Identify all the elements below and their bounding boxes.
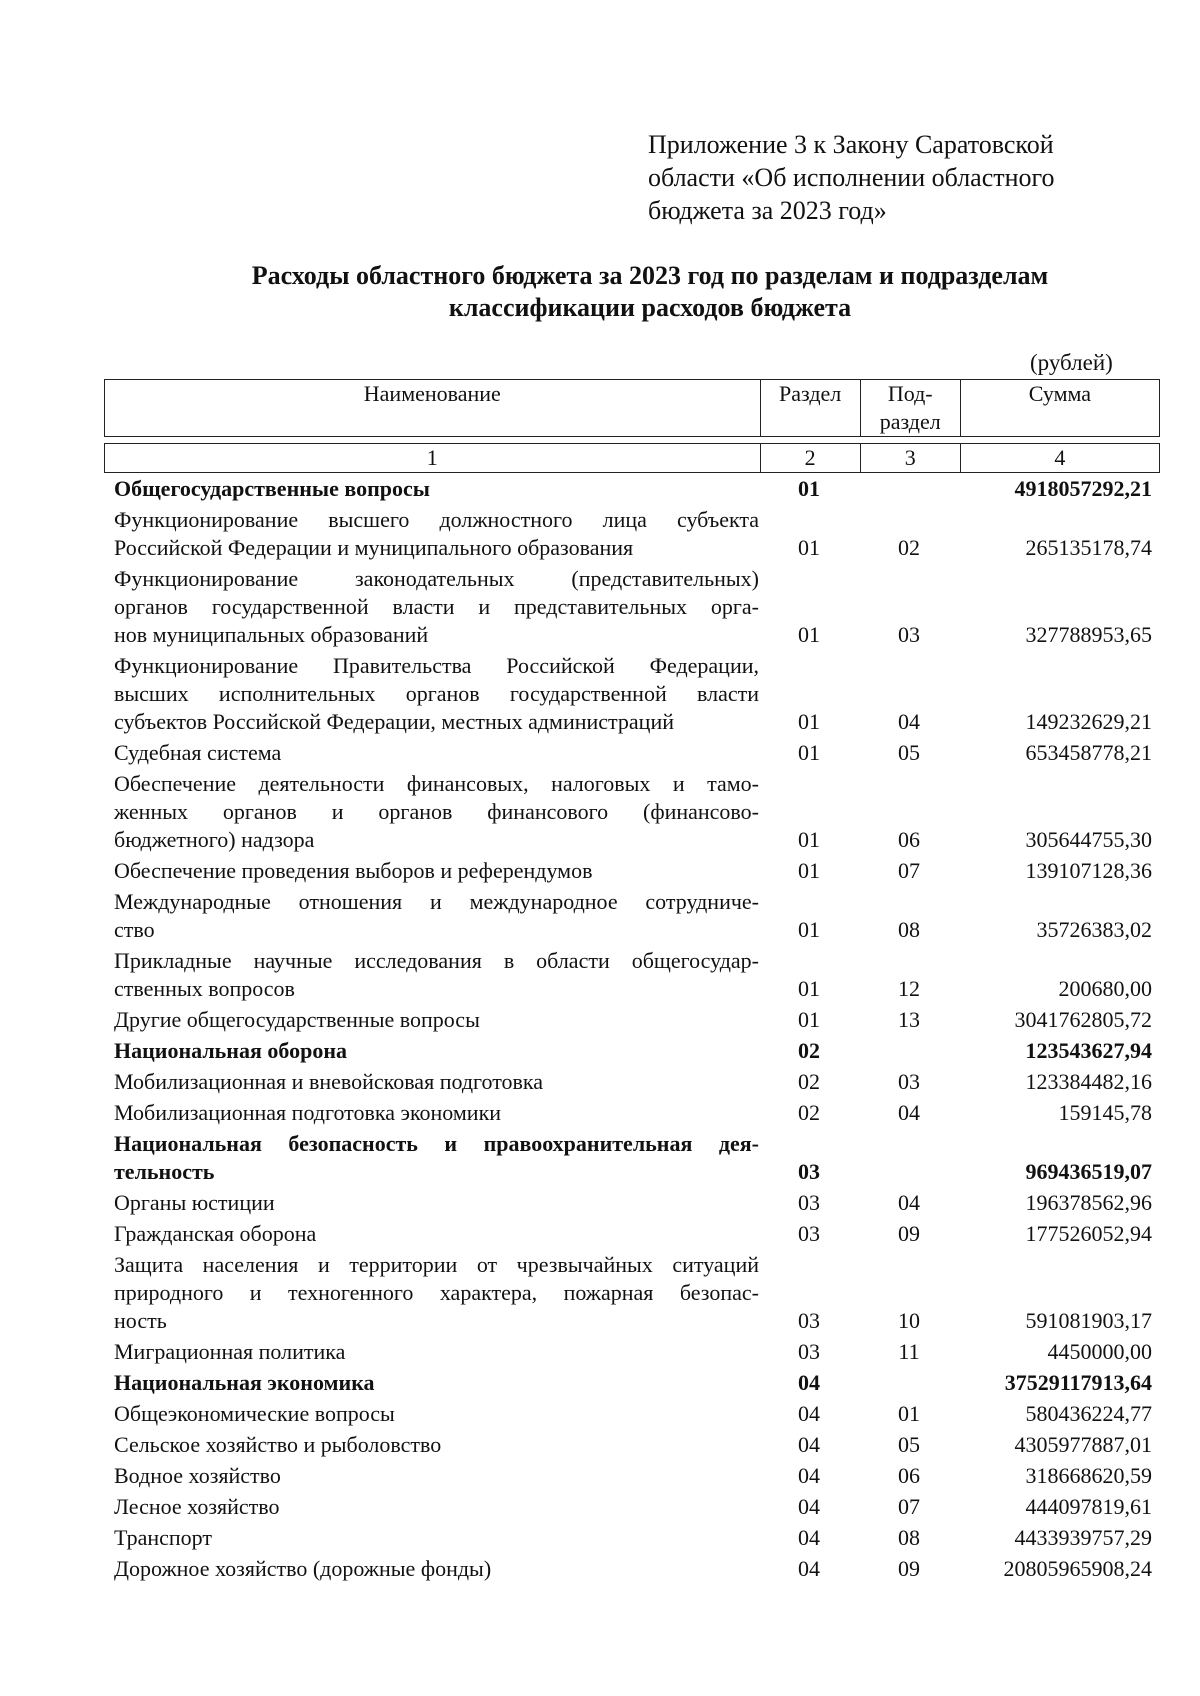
row-name-line: Обеспечение деятельности финансовых, налоговых и тамо-	[114, 771, 759, 796]
row-sum: 327788953,65	[1025, 622, 1152, 647]
row-section: 01	[798, 827, 820, 852]
row-section: 03	[798, 1221, 820, 1246]
row-name	[104, 947, 759, 1003]
row-sum: 196378562,96	[1025, 1190, 1152, 1215]
row-section: 01	[798, 917, 820, 942]
row-name	[104, 652, 759, 736]
row-name	[104, 1524, 759, 1552]
row-name	[104, 1220, 759, 1248]
row-name-line: женных органов и органов финансового (финансово-	[114, 799, 759, 824]
row-section: 01	[798, 622, 820, 647]
row-section: 04	[798, 1370, 820, 1395]
row-name-line: природного и техногенного характера, пожарная безопас-	[114, 1280, 759, 1305]
row-sum: 123543627,94	[1025, 1038, 1152, 1063]
row-name-line: Общеэкономические вопросы	[114, 1401, 395, 1426]
row-name-line: Водное хозяйство	[114, 1463, 281, 1488]
table-row	[104, 1555, 1160, 1583]
row-sum: 159145,78	[1058, 1100, 1152, 1125]
table-row	[104, 475, 1160, 503]
row-name-line: Российской Федерации и муниципального образования	[114, 535, 634, 560]
table-row	[104, 652, 1160, 736]
row-name-line: бюджетного) надзора	[114, 827, 315, 852]
row-name-line: Международные отношения и международное сотрудниче-	[114, 889, 759, 914]
row-section: 01	[798, 976, 820, 1001]
row-sum: 35726383,02	[1036, 917, 1152, 942]
table-row	[104, 1099, 1160, 1127]
row-section: 01	[798, 1007, 820, 1032]
row-section: 02	[798, 1069, 820, 1094]
header-name: Наименование	[105, 380, 761, 437]
row-section: 01	[798, 709, 820, 734]
row-name-line: Обеспечение проведения выборов и референдумов	[114, 858, 593, 883]
row-name	[104, 506, 759, 562]
row-name-line: субъектов Российской Федерации, местных администраций	[114, 709, 675, 734]
row-name	[104, 1068, 759, 1096]
table-row	[104, 1130, 1160, 1186]
row-name-line: ность	[114, 1308, 167, 1333]
row-subsection: 10	[898, 1308, 920, 1333]
row-section: 02	[798, 1038, 820, 1063]
row-name-line: Защита населения и территории от чрезвычайных ситуаций	[114, 1252, 759, 1277]
row-name	[104, 1338, 759, 1366]
row-subsection: 06	[898, 827, 920, 852]
row-name-line: Транспорт	[114, 1525, 213, 1550]
table-row	[104, 1189, 1160, 1217]
header-section: Раздел	[760, 380, 860, 437]
row-sum: 305644755,30	[1025, 827, 1152, 852]
table-row	[104, 947, 1160, 1003]
row-name	[104, 1099, 759, 1127]
row-sum: 969436519,07	[1025, 1159, 1152, 1184]
row-subsection: 04	[898, 709, 920, 734]
row-name	[104, 1189, 759, 1217]
column-number: 3	[860, 444, 960, 473]
row-sum: 177526052,94	[1025, 1221, 1152, 1246]
row-sum: 4450000,00	[1047, 1339, 1152, 1364]
row-name-line: органов государственной власти и представительных орга-	[114, 594, 759, 619]
row-sum: 580436224,77	[1025, 1401, 1152, 1426]
row-name-line: высших исполнительных органов государственной власти	[114, 681, 759, 706]
row-subsection: 07	[898, 1494, 920, 1519]
appendix-line: области «Об исполнении областного	[648, 163, 1055, 192]
header-subsection	[860, 380, 960, 437]
row-name-line: Прикладные научные исследования в области общегосудар-	[114, 948, 759, 973]
table-body	[104, 475, 1160, 1583]
row-section: 04	[798, 1525, 820, 1550]
row-subsection: 07	[898, 858, 920, 883]
row-sum: 444097819,61	[1025, 1494, 1152, 1519]
row-name	[104, 1555, 759, 1583]
row-sum: 4305977887,01	[1014, 1432, 1152, 1457]
row-name	[104, 888, 759, 944]
table-row	[104, 857, 1160, 885]
column-number-row	[105, 444, 1160, 473]
row-name	[104, 1130, 759, 1186]
row-subsection: 09	[898, 1556, 920, 1581]
row-subsection: 01	[898, 1401, 920, 1426]
column-number: 1	[105, 444, 761, 473]
row-name-line: Национальная безопасность и правоохранительная дея-	[114, 1131, 759, 1156]
row-name-line: ственных вопросов	[114, 976, 295, 1001]
row-section: 01	[798, 858, 820, 883]
row-subsection: 05	[898, 740, 920, 765]
table-row	[104, 1220, 1160, 1248]
document-title	[100, 260, 1200, 324]
row-subsection: 04	[898, 1100, 920, 1125]
row-subsection: 06	[898, 1463, 920, 1488]
row-name-line: нов муниципальных образований	[114, 622, 429, 647]
expenses-table	[104, 379, 1160, 1583]
table-row	[104, 1462, 1160, 1490]
title-line: Расходы областного бюджета за 2023 год по разделам и подразделам	[251, 261, 1049, 290]
row-name-line: Функционирование законодательных (представительных)	[114, 566, 759, 591]
row-name	[104, 1493, 759, 1521]
row-sum: 37529117913,64	[1004, 1370, 1152, 1395]
row-subsection: 12	[898, 976, 920, 1001]
row-section: 01	[798, 535, 820, 560]
row-sum: 4918057292,21	[1014, 476, 1152, 501]
title-line: классификации расходов бюджета	[448, 293, 852, 322]
row-name-line: Другие общегосударственные вопросы	[114, 1007, 480, 1032]
row-name-line: Функционирование высшего должностного лица субъекта	[114, 507, 759, 532]
row-subsection: 08	[898, 1525, 920, 1550]
row-name-line: тельность	[114, 1159, 215, 1184]
row-name-line: Мобилизационная и вневойсковая подготовка	[114, 1069, 544, 1094]
row-sum: 139107128,36	[1025, 858, 1152, 883]
row-name	[104, 857, 759, 885]
row-sum: 20805965908,24	[1003, 1556, 1152, 1581]
header-subsection-line: раздел	[879, 409, 941, 434]
row-sum: 200680,00	[1058, 976, 1152, 1001]
row-name-line: Дорожное хозяйство (дорожные фонды)	[114, 1556, 492, 1581]
row-name	[104, 1037, 759, 1065]
row-sum: 149232629,21	[1025, 709, 1152, 734]
table-row	[104, 1431, 1160, 1459]
table-row	[104, 888, 1160, 944]
table-row	[104, 565, 1160, 649]
row-name-line: Миграционная политика	[114, 1339, 346, 1364]
header-sum: Сумма	[960, 380, 1159, 437]
row-name-line: Органы юстиции	[114, 1190, 275, 1215]
row-sum: 123384482,16	[1025, 1069, 1152, 1094]
row-section: 01	[798, 740, 820, 765]
row-subsection: 09	[898, 1221, 920, 1246]
row-name-line: Лесное хозяйство	[114, 1494, 280, 1519]
row-subsection: 08	[898, 917, 920, 942]
row-name	[104, 1006, 759, 1034]
row-subsection: 03	[898, 1069, 920, 1094]
row-name-line: Общегосударственные вопросы	[114, 476, 430, 501]
table-row	[104, 739, 1160, 767]
row-subsection: 05	[898, 1432, 920, 1457]
row-name	[104, 1462, 759, 1490]
row-name	[104, 1369, 759, 1397]
column-number: 4	[960, 444, 1159, 473]
row-section: 02	[798, 1100, 820, 1125]
row-name-line: Гражданская оборона	[114, 1221, 317, 1246]
appendix-line: бюджета за 2023 год»	[648, 196, 887, 225]
row-name-line: ство	[114, 917, 155, 942]
row-name	[104, 475, 759, 503]
row-name-line: Национальная оборона	[114, 1038, 348, 1063]
row-name-line: Функционирование Правительства Российской Федерации,	[114, 653, 759, 678]
row-name	[104, 1251, 759, 1335]
table-row	[104, 1037, 1160, 1065]
row-name	[104, 1431, 759, 1459]
row-section: 04	[798, 1401, 820, 1426]
row-section: 03	[798, 1190, 820, 1215]
row-name	[104, 1400, 759, 1428]
column-number-grid	[104, 443, 1160, 473]
table-row	[104, 770, 1160, 854]
row-name	[104, 739, 759, 767]
table-row	[104, 1068, 1160, 1096]
row-section: 04	[798, 1494, 820, 1519]
table-row	[104, 1369, 1160, 1397]
row-sum: 3041762805,72	[1014, 1007, 1152, 1032]
column-number: 2	[760, 444, 860, 473]
row-subsection: 03	[898, 622, 920, 647]
row-subsection: 02	[898, 535, 920, 560]
appendix-note	[648, 128, 1118, 227]
table-row	[104, 1524, 1160, 1552]
row-name	[104, 565, 759, 649]
table-header-grid	[104, 379, 1160, 437]
table-row	[104, 1251, 1160, 1335]
row-section: 04	[798, 1463, 820, 1488]
appendix-line: Приложение 3 к Закону Саратовской	[648, 130, 1054, 159]
row-section: 03	[798, 1159, 820, 1184]
row-subsection: 11	[898, 1339, 920, 1364]
table-row	[104, 1006, 1160, 1034]
row-subsection: 04	[898, 1190, 920, 1215]
row-sum: 4433939757,29	[1014, 1525, 1152, 1550]
row-section: 03	[798, 1308, 820, 1333]
row-section: 03	[798, 1339, 820, 1364]
row-subsection: 13	[898, 1007, 920, 1032]
table-row	[104, 506, 1160, 562]
table-row	[104, 1338, 1160, 1366]
header-subsection-line: Под-	[887, 381, 933, 406]
row-name-line: Мобилизационная подготовка экономики	[114, 1100, 502, 1125]
row-sum: 653458778,21	[1025, 740, 1152, 765]
header-row	[105, 380, 1160, 437]
row-name-line: Сельское хозяйство и рыболовство	[114, 1432, 442, 1457]
table-row	[104, 1400, 1160, 1428]
row-sum: 265135178,74	[1025, 535, 1152, 560]
row-sum: 591081903,17	[1025, 1308, 1152, 1333]
row-section: 01	[798, 476, 820, 501]
row-name	[104, 770, 759, 854]
row-section: 04	[798, 1556, 820, 1581]
table-row	[104, 1493, 1160, 1521]
row-name-line: Национальная экономика	[114, 1370, 375, 1395]
row-name-line: Судебная система	[114, 740, 282, 765]
row-section: 04	[798, 1432, 820, 1457]
row-sum: 318668620,59	[1025, 1463, 1152, 1488]
units-label: (рублей)	[1030, 350, 1113, 375]
